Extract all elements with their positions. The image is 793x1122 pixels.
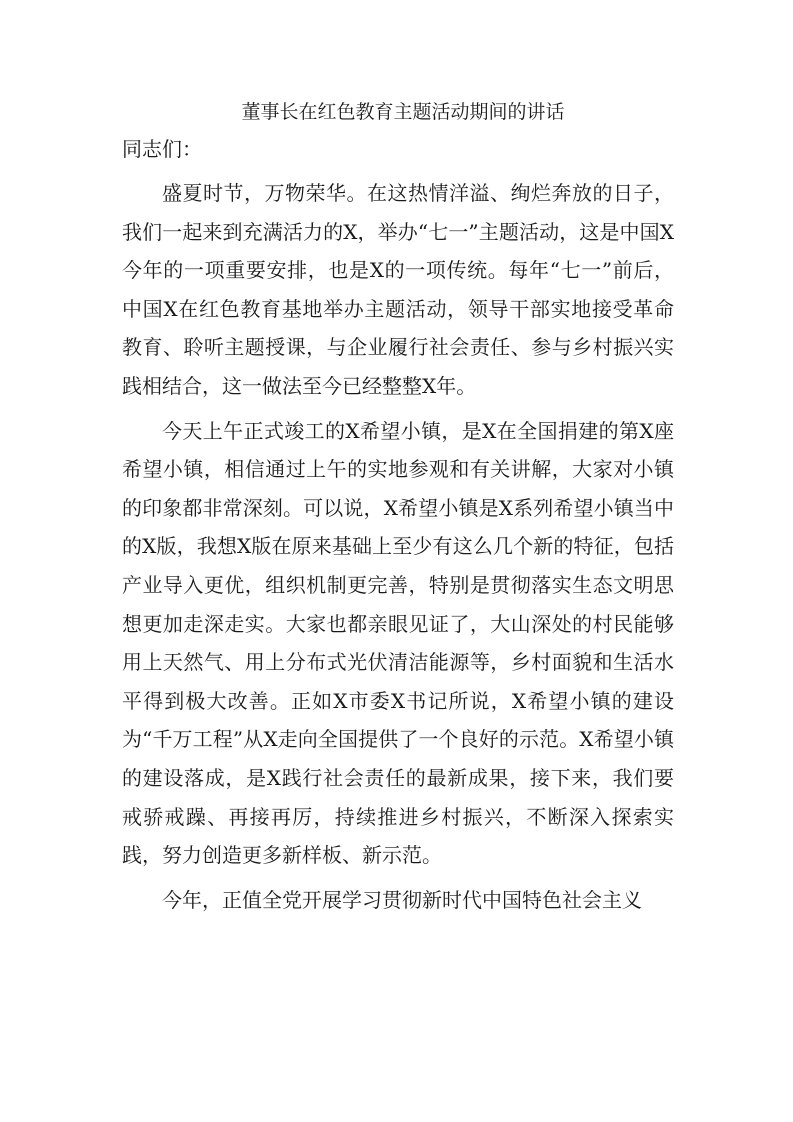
document-body [122,96,674,919]
paragraph: 今天上午正式竣工的X希望小镇，是X在全国捐建的第X座希望小镇，相信通过上午的实地参观和有关讲解，大家对小镇的印象都非常深刻。可以说，X希望小镇是X系列希望小镇当中的X版，我想X版在原来基础上至少有这么几个新的特征，包括产业导入更优，组织机制更完善，特别是贯彻落实生态文明思想更加走深走实。大家也都亲眼见证了，大山深处的村民能够用上天然气、用上分布式光伏清洁能源等，乡村面貌和生活水平得到极大改善。正如X市委X书记所说，X希望小镇的建设为“千万工程”从X走向全国提供了一个良好的示范。X希望小镇的建设落成，是X践行社会责任的最新成果，接下来，我们要戒骄戒躁、再接再厉，持续推进乡村振兴，不断深入探索实践，努力创造更多新样板、新示范。 [122,418,674,868]
paragraph: 今年，正值全党开展学习贯彻新时代中国特色社会主义 [162,887,642,912]
document-title: 董事长在红色教育主题活动期间的讲话 [241,101,565,123]
salutation: 同志们： [122,137,202,161]
paragraph: 盛夏时节，万物荣华。在这热情洋溢、绚烂奔放的日子，我们一起来到充满活力的X，举办“七一”主题活动，这是中国X今年的一项重要安排，也是X的一项传统。每年“七一”前后，中国X在红色教育基地举办主题活动，领导干部实地接受革命教育、聆听主题授课，与企业履行社会责任、参与乡村振兴实践相结合，这一做法至今已经整整X年。 [122,181,674,398]
